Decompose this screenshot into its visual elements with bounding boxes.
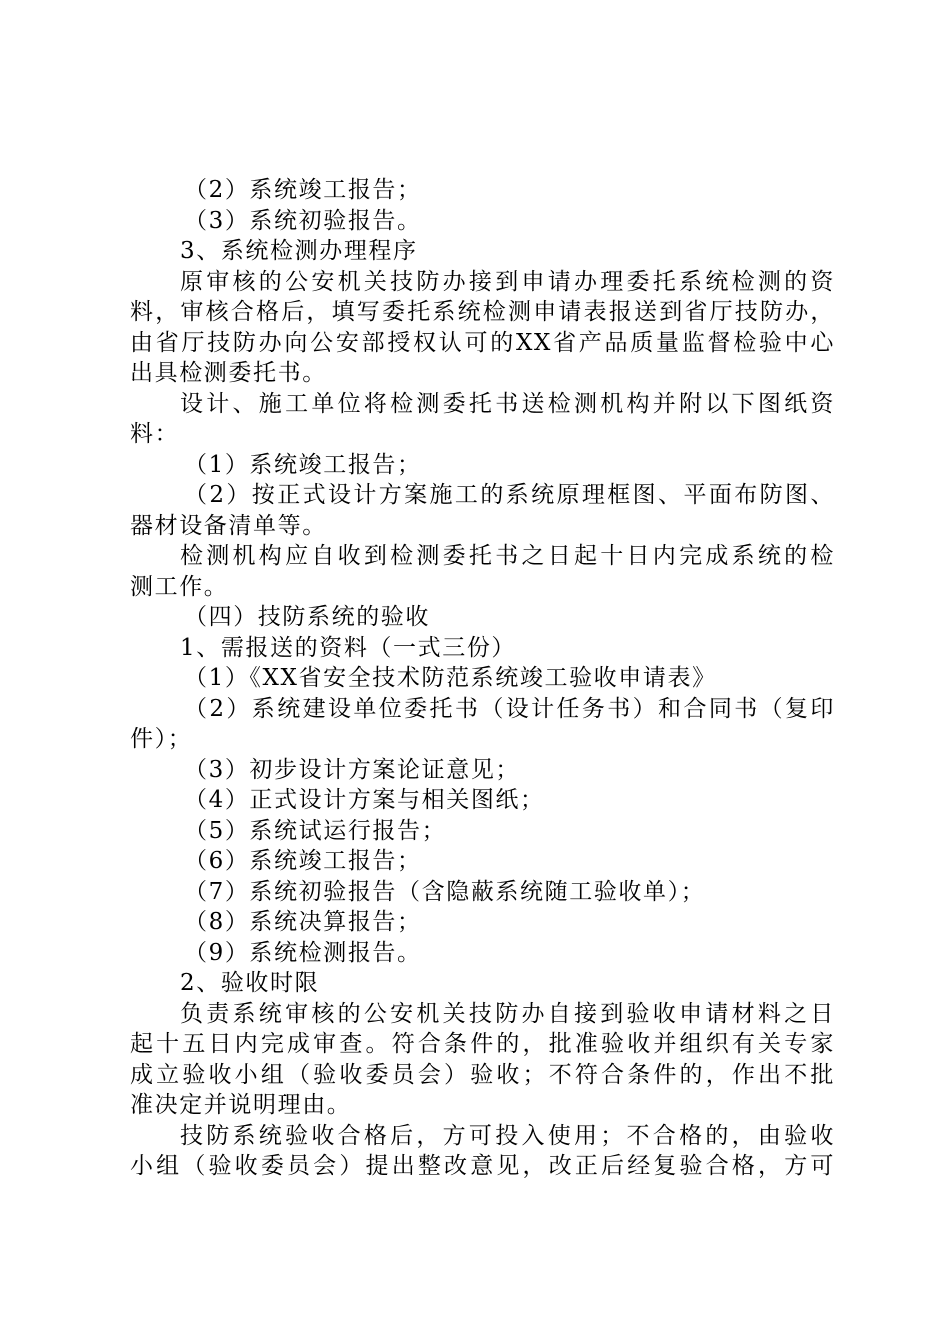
text-line: 准决定并说明理由。 bbox=[130, 1092, 352, 1118]
text-line: 测工作。 bbox=[130, 573, 229, 600]
text-line: 料，审核合格后，填写委托系统检测申请表报送到省厅技防办， bbox=[130, 299, 835, 325]
text-line: 器材设备清单等。 bbox=[130, 512, 327, 539]
text-line: （四）技防系统的验收 bbox=[184, 604, 430, 630]
text-line: 2、验收时限 bbox=[180, 970, 320, 996]
text-line: 原审核的公安机关技防办接到申请办理委托系统检测的资 bbox=[180, 268, 835, 295]
document-body bbox=[130, 175, 835, 1182]
text-line: 检测机构应自收到检测委托书之日起十日内完成系统的检 bbox=[180, 543, 835, 569]
text-line: 设计、施工单位将检测委托书送检测机构并附以下图纸资 bbox=[180, 390, 835, 417]
text-line: （5）系统试运行报告； bbox=[184, 817, 447, 844]
text-line: （2）按正式设计方案施工的系统原理框图、平面布防图、 bbox=[184, 482, 835, 508]
text-line: （9）系统检测报告。 bbox=[184, 939, 422, 966]
text-line: （3）系统初验报告。 bbox=[184, 207, 422, 234]
text-line: （1）系统竣工报告； bbox=[184, 451, 422, 478]
text-line: 成立验收小组（验收委员会）验收；不符合条件的，作出不批 bbox=[130, 1061, 835, 1088]
text-line: （2）系统建设单位委托书（设计任务书）和合同书（复印 bbox=[184, 695, 835, 722]
text-line: 负责系统审核的公安机关技防办自接到验收申请材料之日 bbox=[180, 1000, 835, 1027]
text-line: （7）系统初验报告（含隐蔽系统随工验收单）； bbox=[184, 878, 706, 905]
text-line: （3）初步设计方案论证意见； bbox=[184, 756, 521, 783]
text-line: 件）； bbox=[130, 726, 193, 752]
text-line: （4）正式设计方案与相关图纸； bbox=[184, 787, 545, 813]
text-line: （1）《XX省安全技术防范系统竣工验收申请表》 bbox=[184, 665, 717, 691]
text-line: 由省厅技防办向公安部授权认可的XX省产品质量监督检验中心 bbox=[130, 329, 835, 356]
text-line: 小组（验收委员会）提出整改意见，改正后经复验合格，方可 bbox=[130, 1153, 835, 1179]
text-line: 料： bbox=[130, 421, 180, 447]
text-line: 3、系统检测办理程序 bbox=[180, 238, 418, 264]
text-line: （8）系统决算报告； bbox=[184, 909, 422, 935]
text-line: 出具检测委托书。 bbox=[130, 360, 327, 386]
text-line: 技防系统验收合格后，方可投入使用；不合格的，由验收 bbox=[180, 1122, 835, 1149]
text-line: 起十五日内完成审查。符合条件的，批准验收并组织有关专家 bbox=[130, 1031, 835, 1057]
text-line: 1、需报送的资料（一式三份） bbox=[180, 634, 517, 661]
text-line: （6）系统竣工报告； bbox=[184, 848, 422, 874]
text-line: （2）系统竣工报告； bbox=[184, 177, 422, 203]
